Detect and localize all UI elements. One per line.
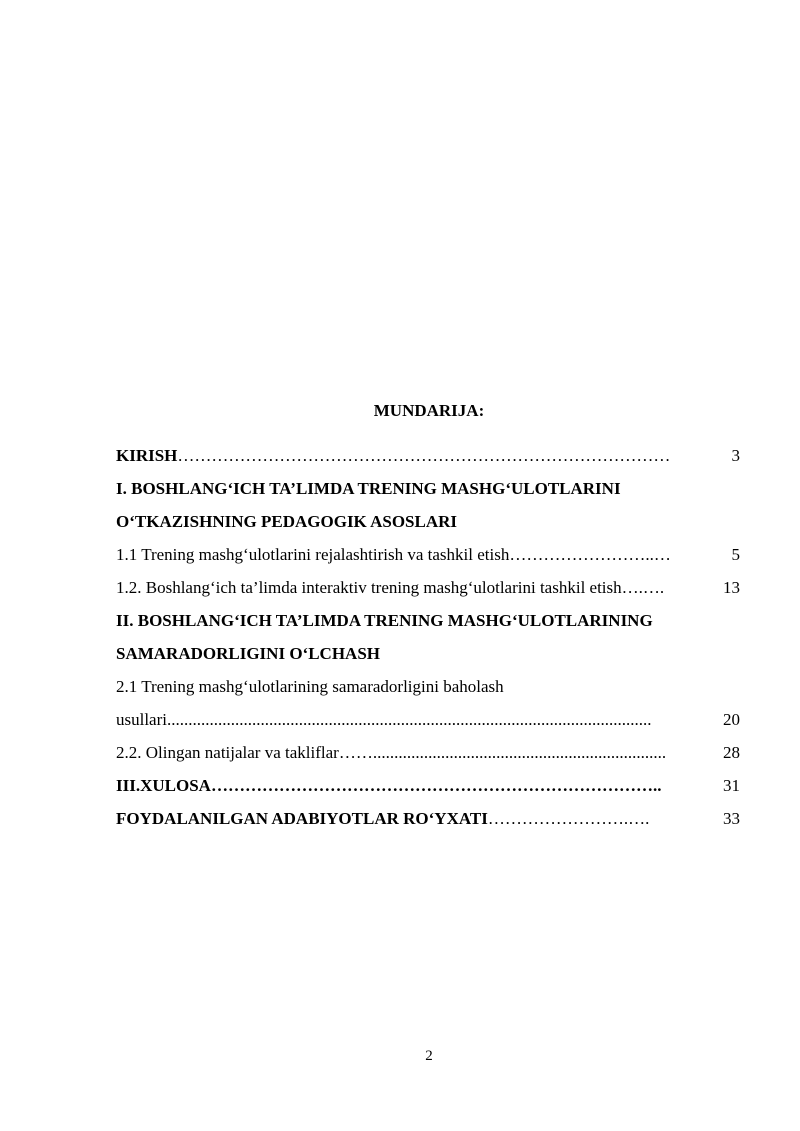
toc-title: MUNDARIJA:: [373, 401, 485, 420]
toc-entry-1-1[interactable]: [116, 543, 740, 567]
toc-entry-chapter-1-cont[interactable]: [116, 510, 740, 534]
toc-entry-kirish[interactable]: [116, 444, 740, 468]
toc-page-number: 31: [722, 774, 740, 798]
toc-entry-text: SAMARADORLIGINI O‘LCHASH: [116, 644, 380, 663]
page-number: 2: [425, 1048, 433, 1064]
toc-page-number: 13: [722, 576, 740, 600]
toc-entry-text: 2.2. Olingan natijalar va takliflar: [116, 743, 339, 762]
toc-entry-text: III.XULOSA: [116, 776, 211, 795]
toc-entry-text: I. BOSHLANG‘ICH TA’LIMDA TRENING MASHG‘ULOTLARINI: [116, 479, 621, 498]
toc-page-number: 5: [731, 543, 741, 567]
toc-entry-chapter-2[interactable]: [116, 609, 740, 633]
toc-entry-xulosa[interactable]: [116, 774, 740, 798]
toc-entry-text: 2.1 Trening mashg‘ulotlarining samaradorligini baholash: [116, 677, 504, 696]
toc-leader: ……………………………………………………………………..: [210, 776, 662, 795]
toc-entry-text: FOYDALANILGAN ADABIYOTLAR RO‘YXATI: [116, 809, 488, 828]
toc-entry-2-1[interactable]: [116, 675, 740, 699]
toc-entry-chapter-2-cont[interactable]: [116, 642, 740, 666]
toc-entry-bibliography[interactable]: [116, 807, 740, 831]
toc-page-number: 28: [722, 741, 740, 765]
toc-entry-text: usullari: [116, 710, 167, 729]
toc-entry-2-2[interactable]: [116, 741, 740, 765]
toc-leader: …….....................................................................: [338, 743, 667, 762]
toc-entry-text: 1.1 Trening mashg‘ulotlarini rejalashtirish va tashkil etish: [116, 545, 510, 564]
toc-page-number: 3: [731, 444, 741, 468]
toc-leader: ..................................................................................................................: [167, 710, 652, 729]
toc-leader: ….….: [621, 578, 665, 597]
toc-entry-chapter-1[interactable]: [116, 477, 740, 501]
toc-leader: ……………………..…: [509, 545, 671, 564]
toc-entry-text: O‘TKAZISHNING PEDAGOGIK ASOSLARI: [116, 512, 458, 531]
toc-entry-1-2[interactable]: [116, 576, 740, 600]
toc-entry-text: 1.2. Boshlang‘ich ta’limda interaktiv trening mashg‘ulotlarini tashkil etish: [116, 578, 622, 597]
toc-entry-text: II. BOSHLANG‘ICH TA’LIMDA TRENING MASHG‘ULOTLARINING: [116, 611, 653, 630]
toc-leader: ……………………………………………………………………………: [177, 446, 671, 465]
toc-entry-text: KIRISH: [116, 446, 178, 465]
toc-entry-2-1-cont[interactable]: [116, 708, 740, 732]
toc-page-number: 20: [722, 708, 740, 732]
toc-page-number: 33: [722, 807, 740, 831]
toc-leader: …………………….….: [487, 809, 650, 828]
